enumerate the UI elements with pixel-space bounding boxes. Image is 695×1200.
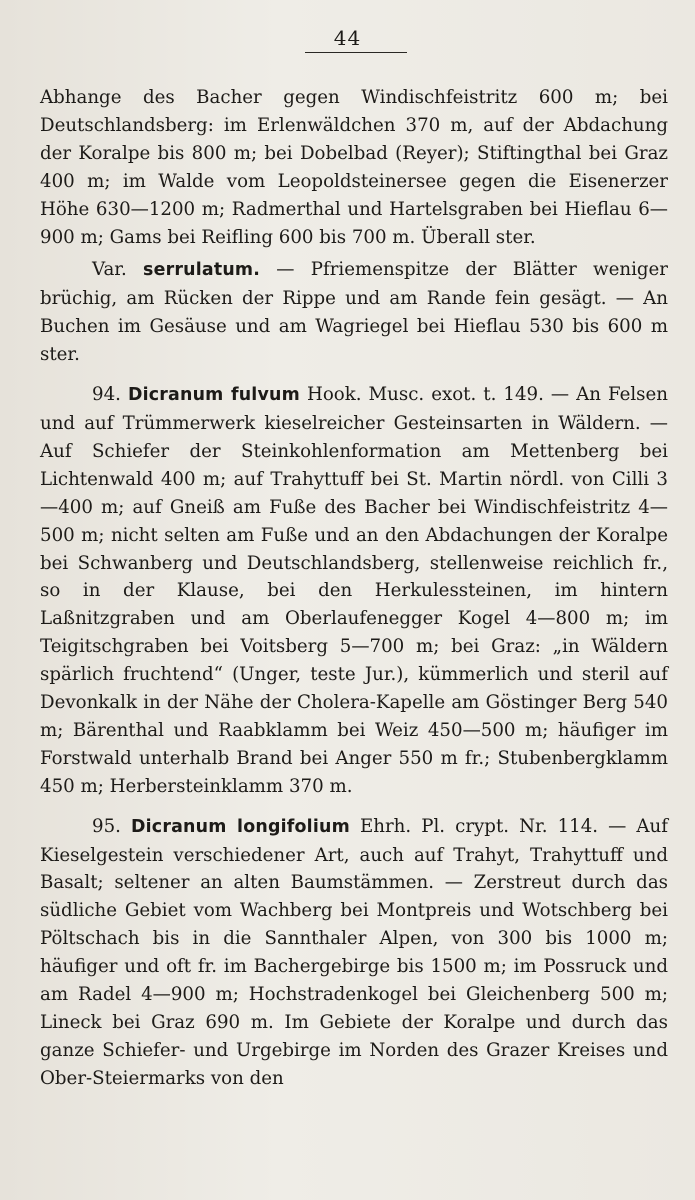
entry-number: 94.: [92, 384, 121, 406]
page-number: 44: [333, 26, 362, 50]
paragraph-text: Hook. Musc. exot. t. 149. — An Felsen und auf Trümmerwerk kieselreicher Gesteinsarten in Wäldern. — Auf Schiefer der Steinkohlenformation am Mettenberg bei Lichtenwald 400 m; auf Trahyttuff bei St. Martin nördl. von Cilli 3—400 m; auf Gneiß am Fuße des Bacher bei Windischfeistritz 4—500 m; nicht selten am Fuße und an den Abdachungen der Koralpe bei Schwanberg und Deutschlandsberg, stellenweise reichlich fr., so in der Klause, bei den Herkulessteinen, im hintern Laßnitzgraben und am Oberlaufenegger Kogel 4—800 m; im Teigitschgraben bei Voitsberg 5—700 m; bei Graz: „in Wäldern spärlich fruchtend“ (Unger, teste Jur.), kümmerlich und steril auf Devonkalk in der Nähe der Cholera-Kapelle am Göstinger Berg 540 m; Bärenthal und Raabklamm bei Weiz 450—500 m; häufiger im Forstwald unterhalb Brand bei Anger 550 m fr.; Stubenbergklamm 450 m; Herbersteinklamm 370 m.: [40, 384, 668, 797]
paragraph-text: — Pfriemenspitze der Blätter weniger brüchig, am Rücken der Rippe und am Rande fein gesägt. — An Buchen im Gesäuse und am Wagriegel bei Hieflau 530 bis 600 m ster.: [40, 259, 668, 366]
paragraph-variety-serrulatum: [40, 256, 668, 369]
taxon-name: serrulatum.: [143, 260, 261, 281]
entry-number: 95.: [92, 815, 121, 837]
taxon-name: Dicranum fulvum: [127, 385, 300, 406]
header-rule: [305, 52, 407, 53]
paragraph-text: Abhange des Bacher gegen Windischfeistritz 600 m; bei Deutschlandsberg: im Erlenwäldchen 370 m, auf der Abdachung der Koralpe bis 800 m; bei Dobelbad (Reyer); Stiftingthal bei Graz 400 m; im Walde vom Leopoldsteinersee gegen die Eisenerzer Höhe 630—1200 m; Radmerthal und Hartelsgraben bei Hieflau 6—900 m; Gams bei Reifling 600 bis 700 m. Überall ster.: [40, 87, 668, 248]
paragraph-continuation: [40, 84, 668, 251]
taxon-name: Dicranum longifolium: [131, 816, 350, 837]
page-header: [0, 26, 695, 50]
variety-label: Var.: [92, 259, 127, 281]
body-text: [40, 84, 668, 1093]
paragraph-entry-94: [40, 381, 668, 801]
paragraph-entry-95: [40, 813, 668, 1093]
paragraph-text: Ehrh. Pl. crypt. Nr. 114. — Auf Kieselgestein verschiedener Art, auch auf Trahyt, Trahyttuff und Basalt; seltener an alten Baumstämmen. — Zerstreut durch das südliche Gebiet vom Wachberg bei Montpreis und Wotschberg bei Pöltschach bis in die Sannthaler Alpen, von 300 bis 1000 m; häufiger und oft fr. im Bachergebirge bis 1500 m; im Possruck und am Radel 4—900 m; Hochstradenkogel bei Gleichenberg 500 m; Lineck bei Graz 690 m. Im Gebiete der Koralpe und durch das ganze Schiefer- und Urgebirge im Norden des Grazer Kreises und Ober-Steiermarks von den: [40, 815, 668, 1089]
